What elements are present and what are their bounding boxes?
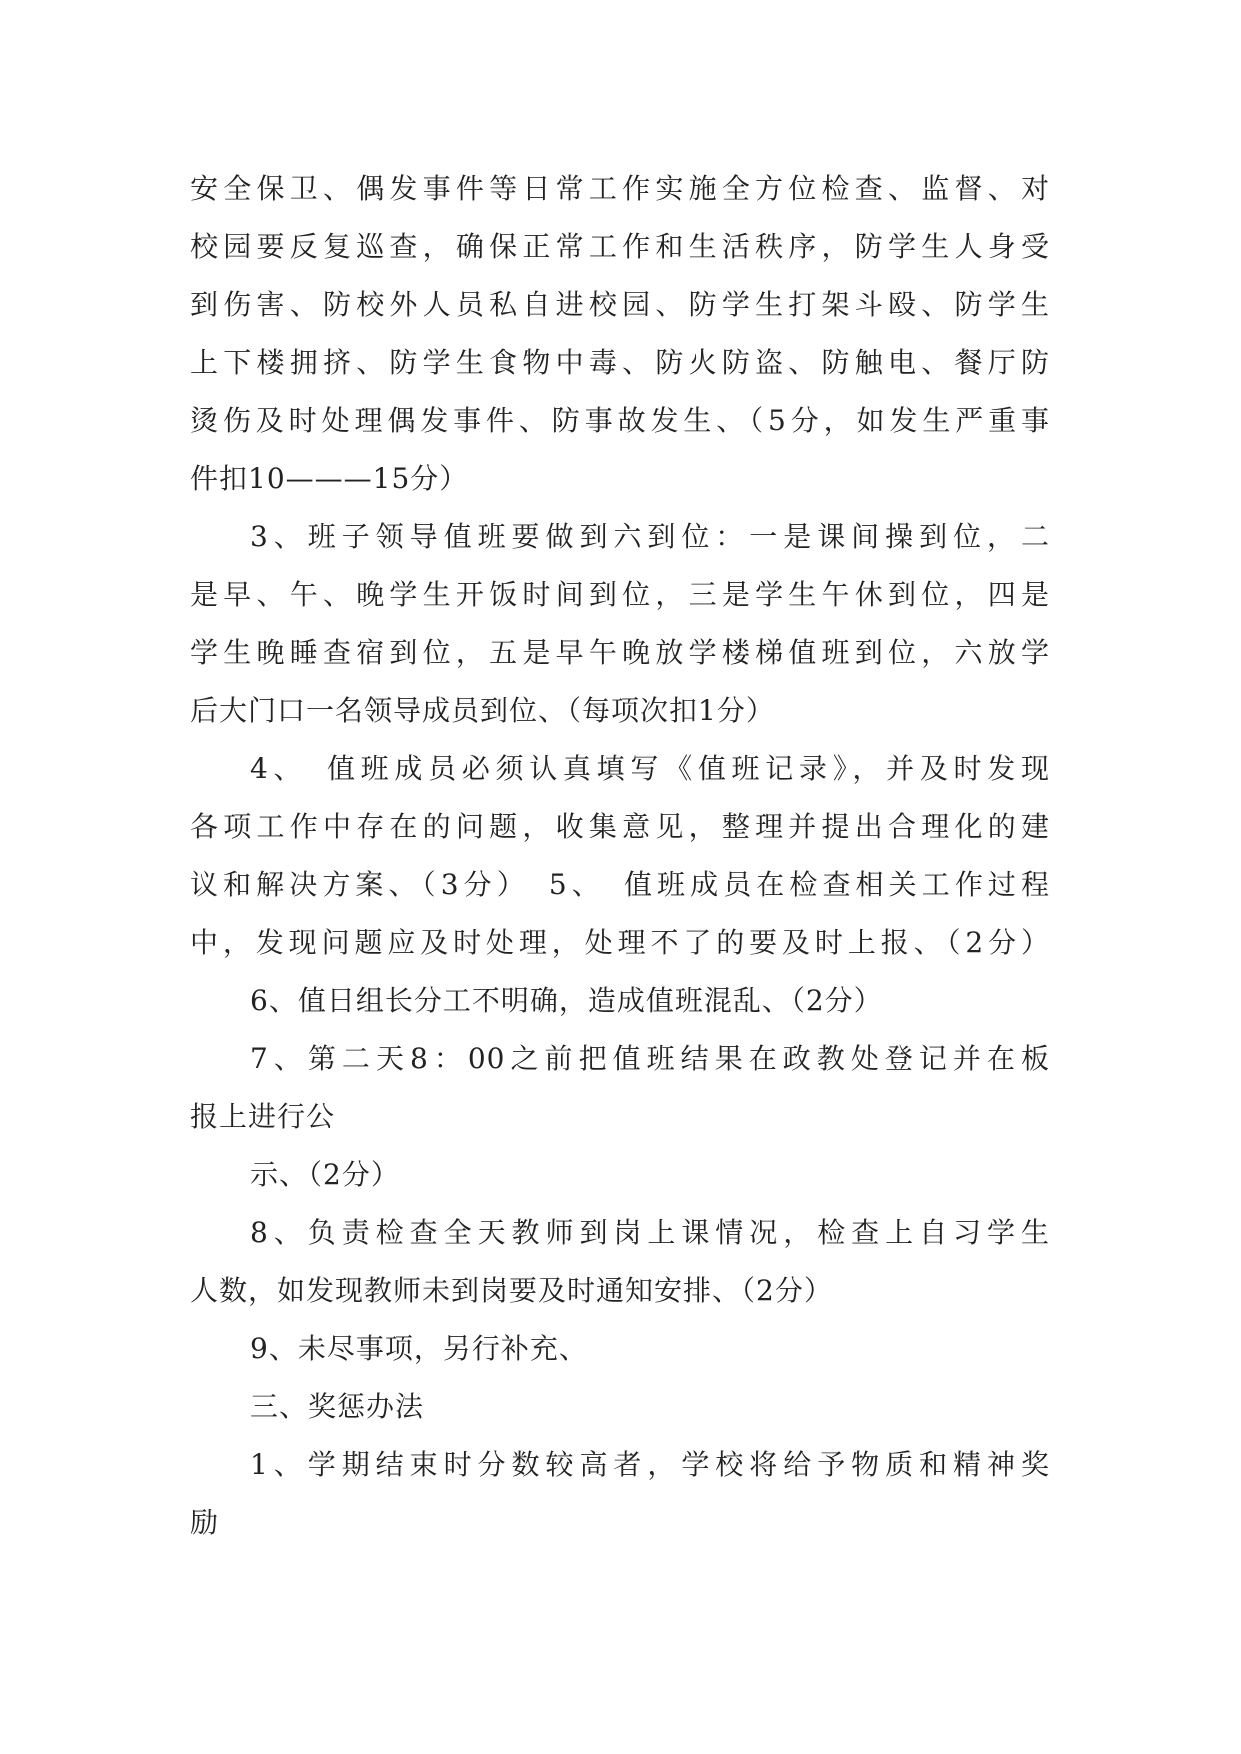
text-line: 是早、午、晚学生开饭时间到位，三是学生午休到位，四是 xyxy=(190,578,1050,611)
paragraph-first-line: 7、第二天8：00之前把值班结果在政教处登记并在板 xyxy=(250,1042,1050,1075)
text-line: 后大门口一名领导成员到位、（每项次扣1分） xyxy=(190,694,775,727)
section-heading: 三、奖惩办法 xyxy=(250,1390,425,1423)
paragraph-first-line: 6、值日组长分工不明确，造成值班混乱、（2分） xyxy=(250,984,883,1017)
document-body xyxy=(190,160,1050,1552)
text-line: 议和解决方案、（3分） 5、 值班成员在检查相关工作过程 xyxy=(190,868,1050,901)
paragraph-first-line: 4、 值班成员必须认真填写《值班记录》，并及时发现 xyxy=(250,752,1050,785)
text-line: 烫伤及时处理偶发事件、防事故发生、（5分，如发生严重事 xyxy=(190,404,1050,437)
paragraph-first-line: 9、未尽事项，另行补充、 xyxy=(250,1332,588,1365)
paragraph-first-line: 3、班子领导值班要做到六到位：一是课间操到位，二 xyxy=(250,520,1050,553)
text-line: 人数，如发现教师未到岗要及时通知安排、（2分） xyxy=(190,1274,833,1307)
text-line: 校园要反复巡查，确保正常工作和生活秩序，防学生人身受 xyxy=(190,230,1050,263)
text-line: 报上进行公 xyxy=(190,1100,336,1133)
text-line: 励 xyxy=(190,1506,220,1539)
text-line: 到伤害、防校外人员私自进校园、防学生打架斗殴、防学生 xyxy=(190,288,1050,321)
text-line: 安全保卫、偶发事件等日常工作实施全方位检查、监督、对 xyxy=(190,172,1050,205)
text-line: 中，发现问题应及时处理，处理不了的要及时上报、（2分） xyxy=(190,926,1050,959)
text-line: 各项工作中存在的问题，收集意见，整理并提出合理化的建 xyxy=(190,810,1050,843)
paragraph-first-line: 示、（2分） xyxy=(250,1158,400,1191)
text-line: 件扣10———15分） xyxy=(190,462,469,495)
text-line: 学生晚睡查宿到位，五是早午晚放学楼梯值班到位，六放学 xyxy=(190,636,1050,669)
paragraph-first-line: 8、负责检查全天教师到岗上课情况，检查上自习学生 xyxy=(250,1216,1050,1249)
text-line: 上下楼拥挤、防学生食物中毒、防火防盗、防触电、餐厅防 xyxy=(190,346,1050,379)
paragraph-first-line: 1、学期结束时分数较高者，学校将给予物质和精神奖 xyxy=(250,1448,1050,1481)
